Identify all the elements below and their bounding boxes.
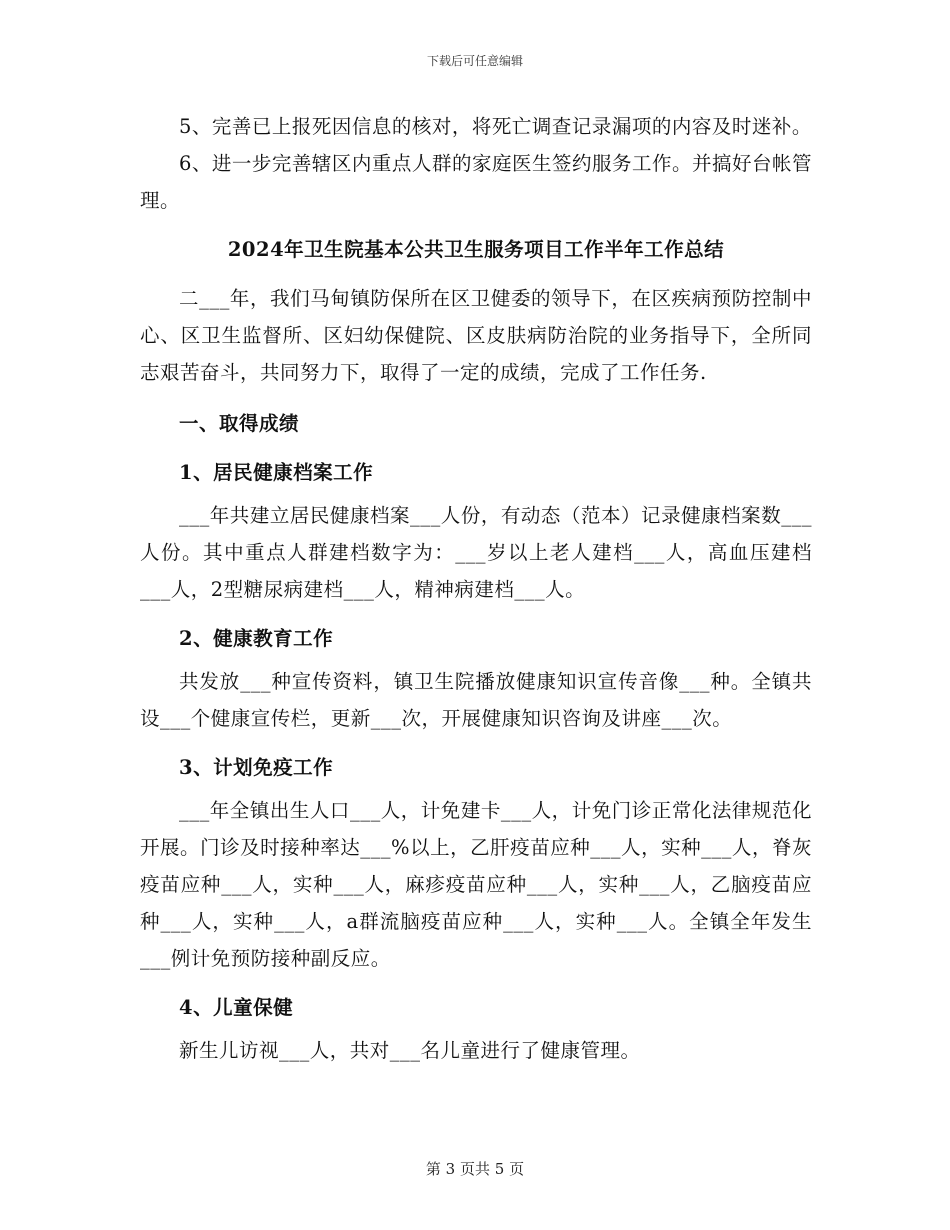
subsection-body: 新生儿访视___人，共对___名儿童进行了健康管理。	[179, 1039, 641, 1062]
intro-paragraph: 二___年，我们马甸镇防保所在区卫健委的领导下，在区疾病预防控制中心、区卫生监督所、区妇幼保健院、区皮肤病防治院的业务指导下，全所同志艰苦奋斗，共同努力下，取得了一定的成绩，完成了工作任务.	[140, 287, 812, 384]
list-item: 6、进一步完善辖区内重点人群的家庭医生签约服务工作。并搞好台帐管理。	[140, 152, 812, 212]
document-title: 2024年卫生院基本公共卫生服务项目工作半年工作总结	[227, 238, 725, 261]
subsection-body: ___年共建立居民健康档案___人份，有动态（范本）记录健康档案数___人份。其中重点人群建档数字为：___岁以上老人建档___人，高血压建档___人，2型糖尿病建档___人，精神病建档___人。	[140, 504, 812, 601]
section-heading: 一、取得成绩	[179, 412, 300, 435]
subsection-body: ___年全镇出生人口___人，计免建卡___人，计免门诊正常化法律规范化开展。门诊及时接种率达___%以上，乙肝疫苗应种___人，实种___人，脊灰疫苗应种___人，实种___人，麻疹疫苗应种___人，实种___人，乙脑疫苗应种___人，实种___人，a群流脑疫苗应种___人，实种___人。全镇全年发生___例计免预防接种副反应。	[140, 799, 812, 970]
document-body	[140, 108, 812, 1069]
page-footer: 第 3 页共 5 页	[425, 1160, 525, 1178]
page-header: 下载后可任意编辑	[426, 54, 523, 68]
subsection-heading: 3、计划免疫工作	[179, 756, 334, 779]
list-item: 5、完善已上报死因信息的核对，将死亡调查记录漏项的内容及时迷补。	[179, 115, 812, 138]
subsection-heading: 1、居民健康档案工作	[179, 461, 374, 484]
subsection-body: 共发放___种宣传资料，镇卫生院播放健康知识宣传音像___种。全镇共设___个健康宣传栏，更新___次，开展健康知识咨询及讲座___次。	[140, 670, 812, 730]
subsection-heading: 2、健康教育工作	[179, 627, 334, 650]
subsection-heading: 4、儿童保健	[179, 996, 294, 1019]
